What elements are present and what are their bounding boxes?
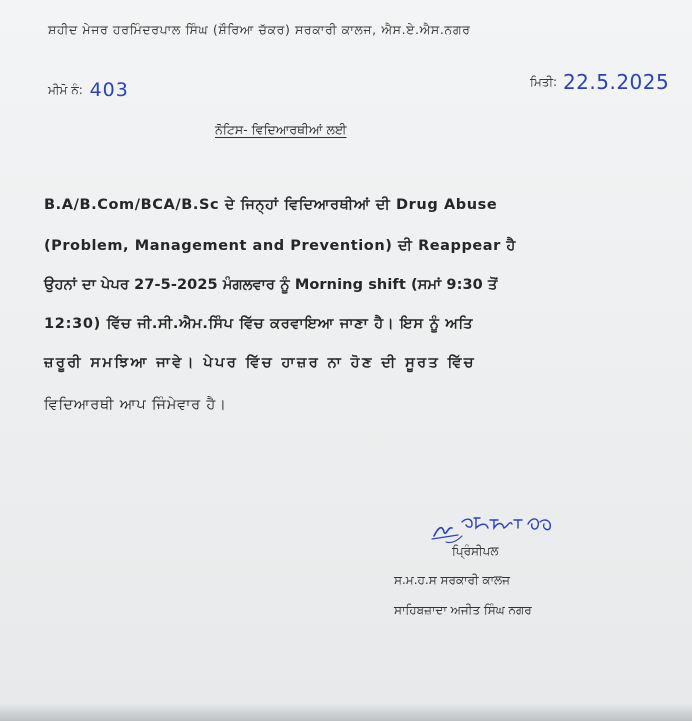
page-shadow xyxy=(0,703,692,721)
body-line: 12:30) ਵਿੱਚ ਜੀ.ਸੀ.ਐਮ.ਸਿੰਪ ਵਿੱਚ ਕਰਵਾਇਆ ਜਾਣਾ ਹੈ। ਇਸ ਨੂੰ ਅਤਿ xyxy=(44,316,474,332)
memo-label: ਮੀਮੋ ਨੰ: xyxy=(48,83,83,97)
date-label: ਮਿਤੀ: xyxy=(530,75,558,89)
body-line: B.A/B.Com/BCA/B.Sc ਦੇ ਜਿਨ੍ਹਾਂ ਵਿਦਿਆਰਥੀਆਂ ਦੀ Drug Abuse xyxy=(44,197,498,213)
date-value: 22.5.2025 xyxy=(562,70,670,94)
notice-title: ਨੋਟਿਸ- ਵਿਦਿਆਰਥੀਆਂ ਲਈ xyxy=(215,122,347,137)
body-line: ਉਹਨਾਂ ਦਾ ਪੇਪਰ 27-5-2025 ਮੰਗਲਵਾਰ ਨੂੰ Morning shift (ਸਮਾਂ 9:30 ਤੋਂ xyxy=(44,277,498,293)
signature-designation: ਪ੍ਰਿੰਸੀਪਲ xyxy=(452,544,499,558)
date-row xyxy=(530,70,669,94)
body-line: ਜ਼ਰੂਰੀ ਸਮਝਿਆ ਜਾਵੇ। ਪੇਪਰ ਵਿੱਚ ਹਾਜ਼ਰ ਨਾ ਹੋਣ ਦੀ ਸੂਰਤ ਵਿੱਚ xyxy=(44,355,476,371)
memo-number: 403 xyxy=(89,79,129,101)
principal-signature xyxy=(428,506,558,546)
college-header: ਸ਼ਹੀਦ ਮੇਜਰ ਹਰਮਿੰਦਰਪਾਲ ਸਿੰਘ (ਸ਼ੌਰਿਆ ਚੱਕਰ) ਸਰਕਾਰੀ ਕਾਲਜ, ਐਸ.ਏ.ਐਸ.ਨਗਰ xyxy=(48,22,471,37)
signature-location: ਸਾਹਿਬਜ਼ਾਦਾ ਅਜੀਤ ਸਿੰਘ ਨਗਰ xyxy=(394,603,532,617)
body-line: (Problem, Management and Prevention) ਦੀ Reappear ਹੈ xyxy=(44,238,516,254)
memo-number-row xyxy=(48,79,129,101)
body-line: ਵਿਦਿਆਰਥੀ ਆਪ ਜਿੰਮੇਵਾਰ ਹੈ। xyxy=(44,397,227,413)
signature-college: ਸ.ਮ.ਹ.ਸ ਸਰਕਾਰੀ ਕਾਲਜ xyxy=(394,573,510,587)
